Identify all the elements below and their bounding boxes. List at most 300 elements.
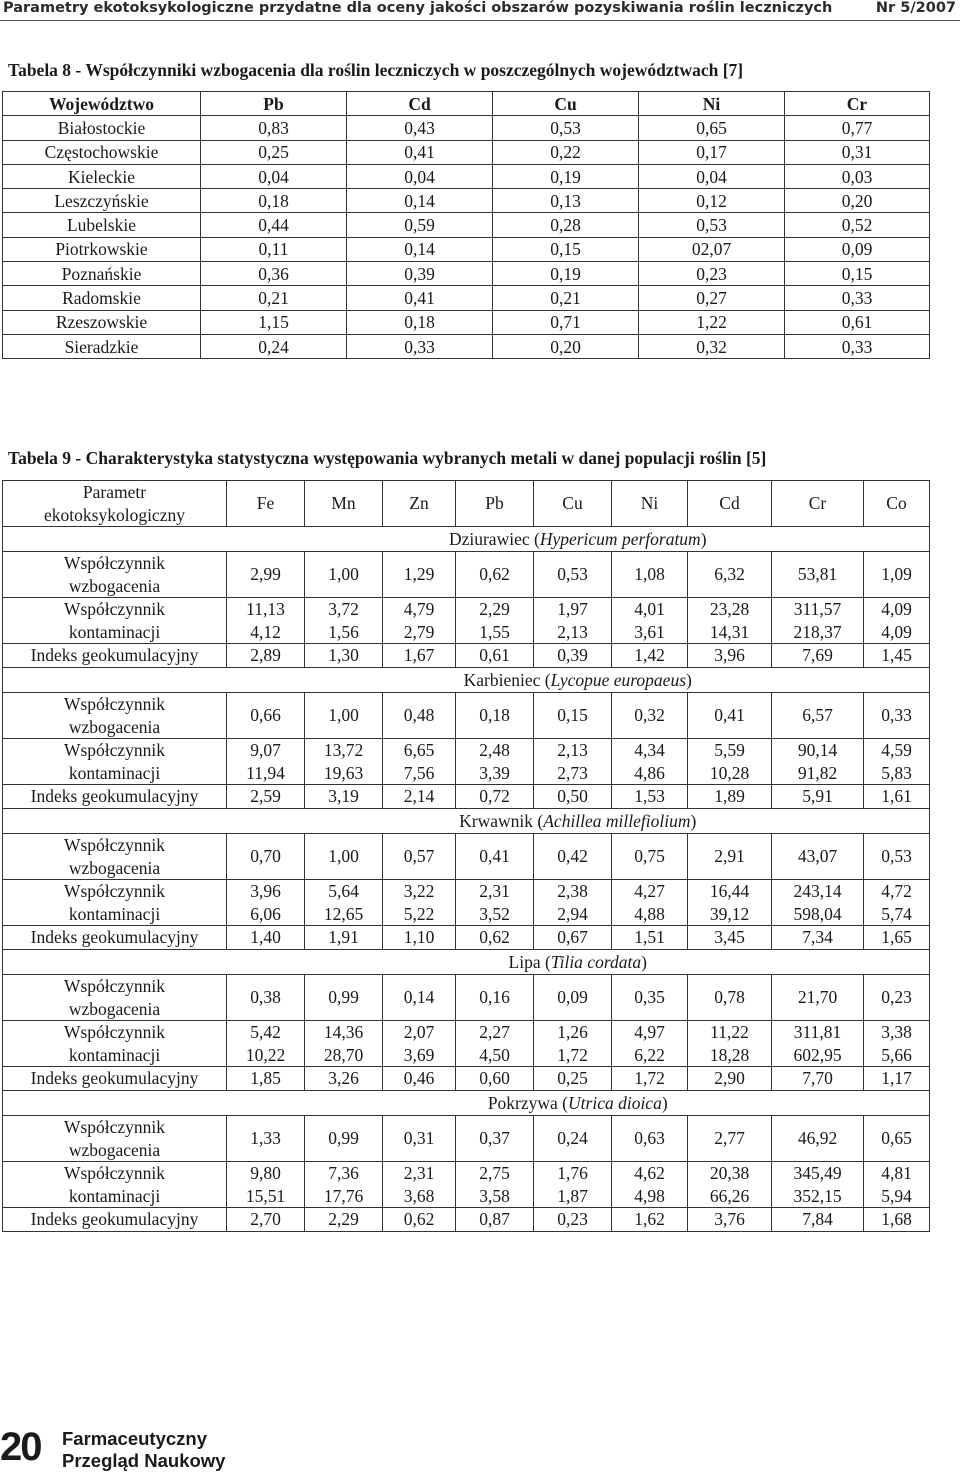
metal-header-cell: Mn [305,481,383,527]
row-label-line-2: wzbogacenia [68,575,161,596]
enrichment-row [3,1116,930,1162]
table-cell: 0,77 [785,116,930,140]
table-cell: 0,19 [493,262,639,286]
row-label [3,552,227,598]
table-8-header-cell: Cu [493,92,639,116]
table-cell [534,1162,612,1208]
table-8-header-cell: Województwo [3,92,201,116]
table-cell: 0,61 [456,644,534,668]
table-cell [534,1021,612,1067]
table-cell: 3,76 [688,1208,772,1232]
table-cell: 0,57 [383,834,456,880]
cell-value-2: 4,50 [479,1044,510,1065]
table-cell: 0,27 [639,286,785,310]
row-label: Rzeszowskie [3,310,201,334]
cell-value-1: 4,59 [881,740,912,760]
table-row [3,310,930,334]
table-cell: 0,15 [493,237,639,261]
cell-value-2: 4,88 [634,903,665,924]
row-label: Radomskie [3,286,201,310]
row-label: Sieradzkie [3,334,201,358]
table-cell [688,880,772,926]
table-cell: 43,07 [772,834,864,880]
table-cell: 0,35 [612,975,688,1021]
row-label-line-1: Współczynnik [63,881,166,901]
cell-value-1: 311,57 [793,599,842,619]
table-row [3,116,930,140]
cell-value-1: 5,59 [714,740,745,760]
metal-header-cell: Pb [456,481,534,527]
cell-value-1: 1,76 [557,1163,588,1183]
table-cell: 0,25 [534,1067,612,1091]
table-cell [534,598,612,644]
table-cell: 0,22 [493,140,639,164]
plant-latin-name: Achillea millefiolium [543,810,691,831]
cell-value-1: 2,13 [557,740,588,760]
table-cell: 3,19 [305,785,383,809]
table-cell: 0,59 [347,213,493,237]
table-cell: 0,70 [227,834,305,880]
row-label [3,1021,227,1067]
plant-common-name: Krwawnik ( [459,810,544,831]
param-header-line-2: ekotoksykologiczny [44,504,185,525]
row-label [3,1116,227,1162]
table-cell: 2,77 [688,1116,772,1162]
row-label-line-2: kontaminacji [68,1044,161,1065]
cell-value-1: 243,14 [793,881,842,901]
plant-latin-name: Utrica dioica [568,1092,662,1113]
cell-value-2: 1,56 [328,621,359,642]
row-label [3,598,227,644]
cell-value-1: 2,29 [479,599,510,619]
row-label-line-1: Współczynnik [63,1117,166,1137]
running-header [0,0,960,18]
cell-value-1: 5,64 [328,881,359,901]
cell-value-2: 14,31 [709,621,750,642]
table-8-header-cell: Cr [785,92,930,116]
table-9-header-row [3,481,930,527]
cell-value-2: 1,72 [557,1044,588,1065]
cell-value-1: 345,49 [793,1163,842,1183]
contamination-row [3,880,930,926]
param-header-line-1: Parametr [82,482,147,502]
table-row [3,213,930,237]
row-label-line-2: kontaminacji [68,621,161,642]
table-cell: 0,14 [347,189,493,213]
table-8-body [3,116,930,359]
table-cell: 0,18 [201,189,347,213]
table-cell: 0,11 [201,237,347,261]
table-cell: 0,65 [864,1116,930,1162]
table-cell: 0,78 [688,975,772,1021]
row-label: Częstochowskie [3,140,201,164]
cell-value-2: 6,22 [634,1044,665,1065]
cell-value-1: 2,48 [479,740,510,760]
table-cell [688,739,772,785]
table-cell: 0,12 [639,189,785,213]
table-cell [456,739,534,785]
table-cell: 0,99 [305,1116,383,1162]
table-cell: 0,24 [201,334,347,358]
plant-section-row [3,809,930,834]
table-cell: 0,32 [612,693,688,739]
table-cell [456,1162,534,1208]
row-label-line-2: wzbogacenia [68,716,161,737]
row-label-line-1: Współczynnik [63,1022,166,1042]
table-cell [227,1021,305,1067]
plant-common-name: Dziurawiec ( [448,528,540,549]
table-row [3,286,930,310]
cell-value-2: 3,61 [634,621,665,642]
table-cell: 0,21 [493,286,639,310]
table-cell: 1,00 [305,552,383,598]
cell-value-1: 7,36 [328,1163,359,1183]
plant-section-blank [3,527,227,552]
metal-header-cell: Ni [612,481,688,527]
table-cell: 0,15 [785,262,930,286]
cell-value-2: 11,94 [246,762,285,783]
plant-section-title [227,1091,930,1116]
table-cell [227,1162,305,1208]
plant-section-title [227,950,930,975]
plant-section-blank [3,668,227,693]
table-cell: 2,70 [227,1208,305,1232]
cell-value-2: 602,95 [793,1044,842,1065]
table-row [3,237,930,261]
table-cell: 1,89 [688,785,772,809]
plant-name-close: ) [686,669,692,690]
table-cell [227,739,305,785]
table-cell: 7,69 [772,644,864,668]
table-9 [2,480,930,1232]
cell-value-1: 4,27 [634,881,665,901]
table-cell [772,1162,864,1208]
table-cell: 6,32 [688,552,772,598]
plant-section-title [227,527,930,552]
table-cell: 0,62 [456,552,534,598]
table-cell: 0,67 [534,926,612,950]
cell-value-1: 6,65 [403,740,435,760]
cell-value-2: 4,98 [634,1185,665,1206]
table-cell: 0,33 [347,334,493,358]
row-label: Białostockie [3,116,201,140]
cell-value-2: 10,22 [245,1044,286,1065]
table-cell: 0,61 [785,310,930,334]
table-cell: 1,53 [612,785,688,809]
table-cell: 0,87 [456,1208,534,1232]
metal-header-cell: Zn [383,481,456,527]
table-cell: 1,00 [305,693,383,739]
table-cell [612,598,688,644]
cell-value-1: 9,07 [250,740,281,760]
cell-value-2: 4,12 [250,621,281,642]
cell-value-1: 11,13 [246,599,285,619]
cell-value-2: 598,04 [793,903,842,924]
table-cell [612,1162,688,1208]
table-cell [612,880,688,926]
row-label: Indeks geokumulacyjny [3,644,227,668]
cell-value-1: 4,97 [634,1022,665,1042]
geoaccumulation-row [3,785,930,809]
table-cell: 0,04 [347,164,493,188]
table-cell: 0,09 [785,237,930,261]
table-cell: 2,14 [383,785,456,809]
cell-value-1: 1,26 [557,1022,588,1042]
cell-value-1: 4,09 [881,599,912,619]
table-cell: 0,66 [227,693,305,739]
cell-value-2: 10,28 [709,762,750,783]
row-label-line-2: wzbogacenia [68,998,161,1019]
cell-value-2: 3,39 [479,762,510,783]
table-cell: 0,33 [864,693,930,739]
cell-value-1: 5,42 [250,1022,281,1042]
plant-section-blank [3,1091,227,1116]
row-label: Indeks geokumulacyjny [3,785,227,809]
row-label-line-1: Współczynnik [63,694,166,714]
table-cell: 0,43 [347,116,493,140]
table-cell: 1,68 [864,1208,930,1232]
table-cell [383,1021,456,1067]
running-header-title: Parametry ekotoksykologiczne przydatne dla oceny jakości obszarów pozyskiwania roślin leczniczych [3,0,833,16]
contamination-row [3,739,930,785]
table-cell: 0,24 [534,1116,612,1162]
cell-value-1: 14,36 [323,1022,364,1042]
table-cell [383,739,456,785]
table-cell [864,880,930,926]
cell-value-2: 5,83 [881,762,912,783]
table-cell: 1,42 [612,644,688,668]
cell-value-2: 5,94 [881,1185,912,1206]
row-label [3,693,227,739]
plant-name-close: ) [690,810,697,831]
cell-value-2: 3,69 [403,1044,435,1065]
table-cell [227,598,305,644]
table-cell: 0,25 [201,140,347,164]
cell-value-2: 218,37 [793,621,842,642]
table-cell: 0,23 [864,975,930,1021]
enrichment-row [3,975,930,1021]
row-label-line-1: Współczynnik [63,976,166,996]
cell-value-2: 39,12 [709,903,750,924]
cell-value-2: 3,52 [479,903,510,924]
table-cell: 3,96 [688,644,772,668]
table-9-caption: Tabela 9 - Charakterystyka statystyczna występowania wybranych metali w danej populacji roślin [5] [8,448,767,468]
table-cell [383,1162,456,1208]
table-cell: 2,89 [227,644,305,668]
table-cell: 0,83 [201,116,347,140]
table-cell [305,1162,383,1208]
table-cell: 1,45 [864,644,930,668]
table-cell [864,1021,930,1067]
plant-latin-name: Lycopue europaeus [550,669,687,690]
row-label-line-1: Współczynnik [63,835,166,855]
table-cell: 1,61 [864,785,930,809]
table-8-header-cell: Pb [201,92,347,116]
table-cell: 1,33 [227,1116,305,1162]
cell-value-1: 4,62 [634,1163,665,1183]
table-cell: 0,65 [639,116,785,140]
contamination-row [3,598,930,644]
table-cell: 0,53 [639,213,785,237]
row-label: Poznańskie [3,262,201,286]
table-cell [534,739,612,785]
cell-value-1: 2,31 [403,1163,435,1183]
enrichment-row [3,552,930,598]
table-cell: 0,52 [785,213,930,237]
table-cell: 0,62 [383,1208,456,1232]
table-cell: 46,92 [772,1116,864,1162]
table-cell [305,739,383,785]
row-label: Piotrkowskie [3,237,201,261]
table-row [3,189,930,213]
row-label-line-2: wzbogacenia [68,1139,161,1160]
table-cell [772,1021,864,1067]
table-cell [772,598,864,644]
table-cell: 0,20 [785,189,930,213]
table-8-header-row [3,92,930,116]
enrichment-row [3,834,930,880]
cell-value-1: 311,81 [793,1022,842,1042]
table-cell: 0,03 [785,164,930,188]
table-cell: 1,51 [612,926,688,950]
table-cell [612,739,688,785]
table-8 [2,91,930,359]
cell-value-2: 2,13 [557,621,588,642]
cell-value-1: 4,01 [634,599,665,619]
row-label-line-1: Współczynnik [63,599,166,619]
cell-value-2: 6,06 [250,903,281,924]
cell-value-1: 3,96 [250,881,281,901]
table-cell: 21,70 [772,975,864,1021]
cell-value-1: 2,07 [403,1022,435,1042]
cell-value-2: 1,87 [557,1185,588,1206]
table-cell: 1,17 [864,1067,930,1091]
table-cell: 0,53 [864,834,930,880]
table-cell: 1,15 [201,310,347,334]
row-label: Indeks geokumulacyjny [3,1067,227,1091]
enrichment-row [3,693,930,739]
header-rule [0,20,960,21]
cell-value-2: 2,73 [557,762,588,783]
geoaccumulation-row [3,1208,930,1232]
table-cell: 0,23 [639,262,785,286]
table-cell: 2,99 [227,552,305,598]
cell-value-1: 4,34 [634,740,665,760]
table-cell [383,598,456,644]
table-cell: 6,57 [772,693,864,739]
table-cell: 1,85 [227,1067,305,1091]
cell-value-2: 1,55 [479,621,510,642]
table-cell: 0,53 [534,552,612,598]
table-cell: 1,65 [864,926,930,950]
table-cell [456,1021,534,1067]
plant-section-row [3,668,930,693]
table-cell: 0,41 [456,834,534,880]
cell-value-2: 15,51 [245,1185,286,1206]
table-cell [612,1021,688,1067]
table-cell [534,880,612,926]
cell-value-1: 3,22 [403,881,435,901]
table-cell [456,598,534,644]
table-cell [864,739,930,785]
table-cell: 5,91 [772,785,864,809]
plant-name-close: ) [661,1092,668,1113]
cell-value-1: 4,81 [881,1163,912,1183]
row-label-line-2: kontaminacji [68,1185,161,1206]
table-cell: 0,16 [456,975,534,1021]
cell-value-2: 17,76 [323,1185,364,1206]
table-cell: 1,67 [383,644,456,668]
cell-value-2: 5,66 [881,1044,912,1065]
plant-section-blank [3,950,227,975]
table-cell [688,598,772,644]
table-cell: 0,19 [493,164,639,188]
row-label [3,880,227,926]
table-cell: 0,46 [383,1067,456,1091]
table-cell: 7,84 [772,1208,864,1232]
table-cell: 3,45 [688,926,772,950]
table-cell: 0,04 [201,164,347,188]
table-cell: 3,26 [305,1067,383,1091]
cell-value-1: 90,14 [797,740,838,760]
row-label: Kieleckie [3,164,201,188]
cell-value-2: 19,63 [323,762,364,783]
table-cell: 1,10 [383,926,456,950]
table-cell: 0,50 [534,785,612,809]
cell-value-1: 16,44 [709,881,750,901]
table-cell: 0,33 [785,286,930,310]
cell-value-2: 91,82 [797,762,838,783]
plant-name-close: ) [700,528,707,549]
row-label [3,834,227,880]
table-cell: 0,72 [456,785,534,809]
table-cell: 0,18 [456,693,534,739]
table-cell: 1,30 [305,644,383,668]
table-cell: 0,15 [534,693,612,739]
row-label-line-1: Współczynnik [63,1163,166,1183]
table-cell: 0,33 [785,334,930,358]
table-cell: 0,71 [493,310,639,334]
table-cell [227,880,305,926]
table-cell: 2,90 [688,1067,772,1091]
table-cell: 0,41 [347,140,493,164]
plant-section-row [3,1091,930,1116]
cell-value-2: 18,28 [709,1044,750,1065]
table-cell: 0,28 [493,213,639,237]
table-cell [688,1021,772,1067]
row-label [3,1162,227,1208]
table-cell [305,880,383,926]
table-cell: 1,40 [227,926,305,950]
table-cell: 0,20 [493,334,639,358]
row-label [3,975,227,1021]
cell-value-1: 1,97 [557,599,588,619]
table-cell: 0,42 [534,834,612,880]
cell-value-2: 28,70 [323,1044,364,1065]
metal-header-cell: Co [864,481,930,527]
cell-value-1: 11,22 [710,1022,749,1042]
row-label: Indeks geokumulacyjny [3,926,227,950]
table-cell [305,1021,383,1067]
row-label: Indeks geokumulacyjny [3,1208,227,1232]
table-cell: 53,81 [772,552,864,598]
cell-value-2: 5,74 [881,903,912,924]
table-cell [305,598,383,644]
table-cell: 2,91 [688,834,772,880]
cell-value-2: 352,15 [793,1185,842,1206]
geoaccumulation-row [3,926,930,950]
row-label-line-1: Współczynnik [63,740,166,760]
